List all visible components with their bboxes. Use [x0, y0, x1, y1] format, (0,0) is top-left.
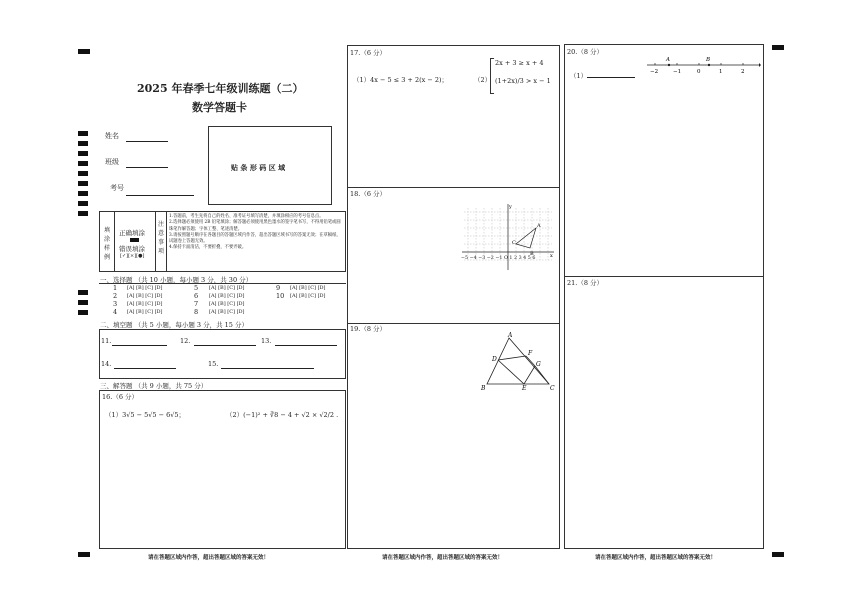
- q17-part2: （2）: [474, 76, 492, 84]
- choice-options[interactable]: [A] [B] [C] [D]: [127, 309, 163, 315]
- point-label: E: [522, 385, 527, 392]
- note-item: 2.选择题必须使用 2B 铅笔填涂；解答题必须使用黑色墨水的签字笔书写，不得用铅笔或圆珠笔作解答题；字体工整、笔迹清楚。: [169, 220, 341, 232]
- choice-options[interactable]: [A] [B] [C] [D]: [127, 293, 163, 299]
- note-item: 4.保持卡面清洁，不要折叠，不要弄破。: [169, 245, 247, 251]
- q17-area[interactable]: [348, 46, 559, 187]
- point-label: F: [528, 350, 533, 357]
- q17-part1: （1）4x − 5 ≤ 3 + 2(x − 2)；: [353, 76, 449, 84]
- name-field[interactable]: [126, 141, 168, 142]
- choice-options[interactable]: [A] [B] [C] [D]: [127, 285, 163, 291]
- point-label: C: [550, 385, 555, 392]
- q17-system-line1: 2x + 3 ≥ x + 4: [495, 59, 544, 67]
- x-axis-ticks: −5 −4 −3 −2 −1 O 1 2 3 4 5 6: [461, 256, 536, 261]
- exam-number-field[interactable]: [126, 195, 194, 196]
- q16-part2: （2）(−1)² + ∛8 − 4 + √2 × √2/2 .: [226, 411, 339, 419]
- section2-title: 二、填空题 （共 5 小题，每小题 3 分，共 15 分）: [100, 321, 249, 329]
- answer-blank[interactable]: [114, 368, 176, 369]
- question-number: 4: [113, 308, 118, 316]
- name-label: 姓名: [105, 132, 119, 140]
- point-label: A: [508, 332, 513, 339]
- fill-in-area: [99, 329, 346, 379]
- point-label: B: [481, 385, 486, 392]
- footer-warning: 请在答题区域内作答，超出答题区域的答案无效！: [148, 555, 270, 561]
- notes-list: [169, 214, 344, 252]
- question-number: 3: [113, 300, 118, 308]
- answer-blank[interactable]: [112, 345, 167, 346]
- section1-title: 一、选择题 （共 10 小题，每小题 3 分，共 30 分）: [100, 276, 253, 284]
- q20-area[interactable]: [565, 45, 763, 276]
- q21-area[interactable]: [565, 277, 763, 547]
- question-number: 1: [113, 284, 118, 292]
- question-number: 10: [276, 292, 285, 300]
- fill-in-number: 15.: [208, 360, 219, 368]
- coordinate-grid-figure: [460, 202, 556, 272]
- correct-fill-sample: [130, 238, 139, 242]
- x-axis-label: x: [550, 253, 553, 259]
- section3-title: 三、解答题 （共 9 小题，共 75 分）: [100, 382, 208, 390]
- number-line-figure: [647, 55, 761, 79]
- registration-mark-bottom-right: [772, 552, 784, 557]
- question-number: 6: [194, 292, 199, 300]
- choice-options[interactable]: [A] [B] [C] [D]: [127, 301, 163, 307]
- q16-part1: （1）3√5 − 5√5 − 6√5；: [105, 411, 186, 419]
- choice-options[interactable]: [A] [B] [C] [D]: [290, 293, 326, 299]
- fill-in-number: 12.: [180, 337, 191, 345]
- note-item: 3.请按照题号顺序在各题目的答题区域内作答，超出答题区域书写的答案无效；在草稿纸、试题卷上答题无效。: [169, 232, 341, 245]
- question-label: 16.（6 分）: [102, 393, 139, 401]
- wrong-fill-label: 错误填涂: [119, 245, 145, 253]
- point-label: C: [512, 240, 516, 246]
- choice-options[interactable]: [A] [B] [C] [D]: [209, 285, 245, 291]
- question-number: 8: [194, 308, 199, 316]
- fill-example-box: [99, 211, 346, 272]
- y-axis-label: y: [509, 204, 512, 210]
- question-label: 18.（6 分）: [350, 190, 387, 198]
- answer-blank[interactable]: [275, 345, 337, 346]
- question-number: 2: [113, 292, 118, 300]
- barcode-label: 贴 条 形 码 区 域: [231, 163, 286, 172]
- point-label: D: [492, 356, 497, 363]
- answer-blank[interactable]: [587, 77, 635, 78]
- fill-example-title: 填涂样例: [103, 227, 110, 261]
- answer-blank[interactable]: [261, 368, 314, 369]
- q18-area[interactable]: [348, 188, 559, 323]
- choice-options[interactable]: [A] [B] [C] [D]: [209, 301, 245, 307]
- registration-mark-top-left: [78, 49, 90, 54]
- question-label: 21.（8 分）: [567, 279, 604, 287]
- tick-label: −1: [673, 69, 682, 75]
- question-label: 19.（8 分）: [350, 325, 387, 333]
- q17-system-line2: (1+2x)/3 > x − 1: [495, 77, 551, 85]
- tick-label: −2: [650, 69, 659, 75]
- fill-in-number: 14.: [101, 360, 112, 368]
- class-field[interactable]: [126, 167, 168, 168]
- q16-area[interactable]: [99, 390, 346, 549]
- q19-area[interactable]: [348, 324, 559, 548]
- point-label: B: [530, 251, 534, 257]
- answer-sheet-title: 数学答题卡: [192, 101, 247, 114]
- right-answer-column: [564, 44, 764, 549]
- question-number: 5: [194, 284, 199, 292]
- registration-mark-bottom-left: [78, 552, 90, 557]
- answer-blank[interactable]: [194, 345, 256, 346]
- point-label: G: [536, 361, 541, 368]
- system-brace: [490, 58, 494, 94]
- point-label: A: [537, 223, 541, 229]
- q20-part1: （1）: [570, 72, 588, 80]
- class-label: 班级: [105, 158, 119, 166]
- question-label: 20.（8 分）: [567, 48, 604, 56]
- barcode-area: [208, 126, 332, 205]
- point-label: B: [706, 57, 711, 63]
- choice-options[interactable]: [A] [B] [C] [D]: [209, 309, 245, 315]
- choice-options[interactable]: [A] [B] [C] [D]: [290, 285, 326, 291]
- registration-mark-top-right: [772, 45, 784, 50]
- question-number: 9: [276, 284, 281, 292]
- notes-title: 注意事项: [157, 221, 164, 255]
- fill-in-number: 11.: [101, 337, 112, 345]
- triangle-figure: [480, 332, 560, 392]
- question-number: 7: [194, 300, 199, 308]
- note-item: 1.答题前，考生先将自己的姓名、准考证号填写清楚，并填涂相应的考号信息点。: [169, 214, 324, 219]
- tick-label: 1: [719, 69, 723, 75]
- exam-title: 2025 年春季七年级训练题（二）: [137, 82, 304, 95]
- fill-in-number: 13.: [261, 337, 272, 345]
- footer-warning: 请在答题区域内作答，超出答题区域的答案无效！: [382, 555, 504, 561]
- middle-answer-column: [347, 45, 560, 549]
- footer-warning: 请在答题区域内作答，超出答题区域的答案无效！: [595, 555, 717, 561]
- question-label: 17.（6 分）: [350, 49, 387, 57]
- tick-label: 0: [697, 69, 701, 75]
- point-label: A: [666, 57, 670, 63]
- choice-options[interactable]: [A] [B] [C] [D]: [209, 293, 245, 299]
- exam-number-label: 考号: [110, 184, 124, 192]
- tick-label: 2: [741, 69, 745, 75]
- correct-fill-label: 正确填涂: [119, 229, 145, 237]
- wrong-fill-sample: [✓][×][●]: [120, 253, 145, 259]
